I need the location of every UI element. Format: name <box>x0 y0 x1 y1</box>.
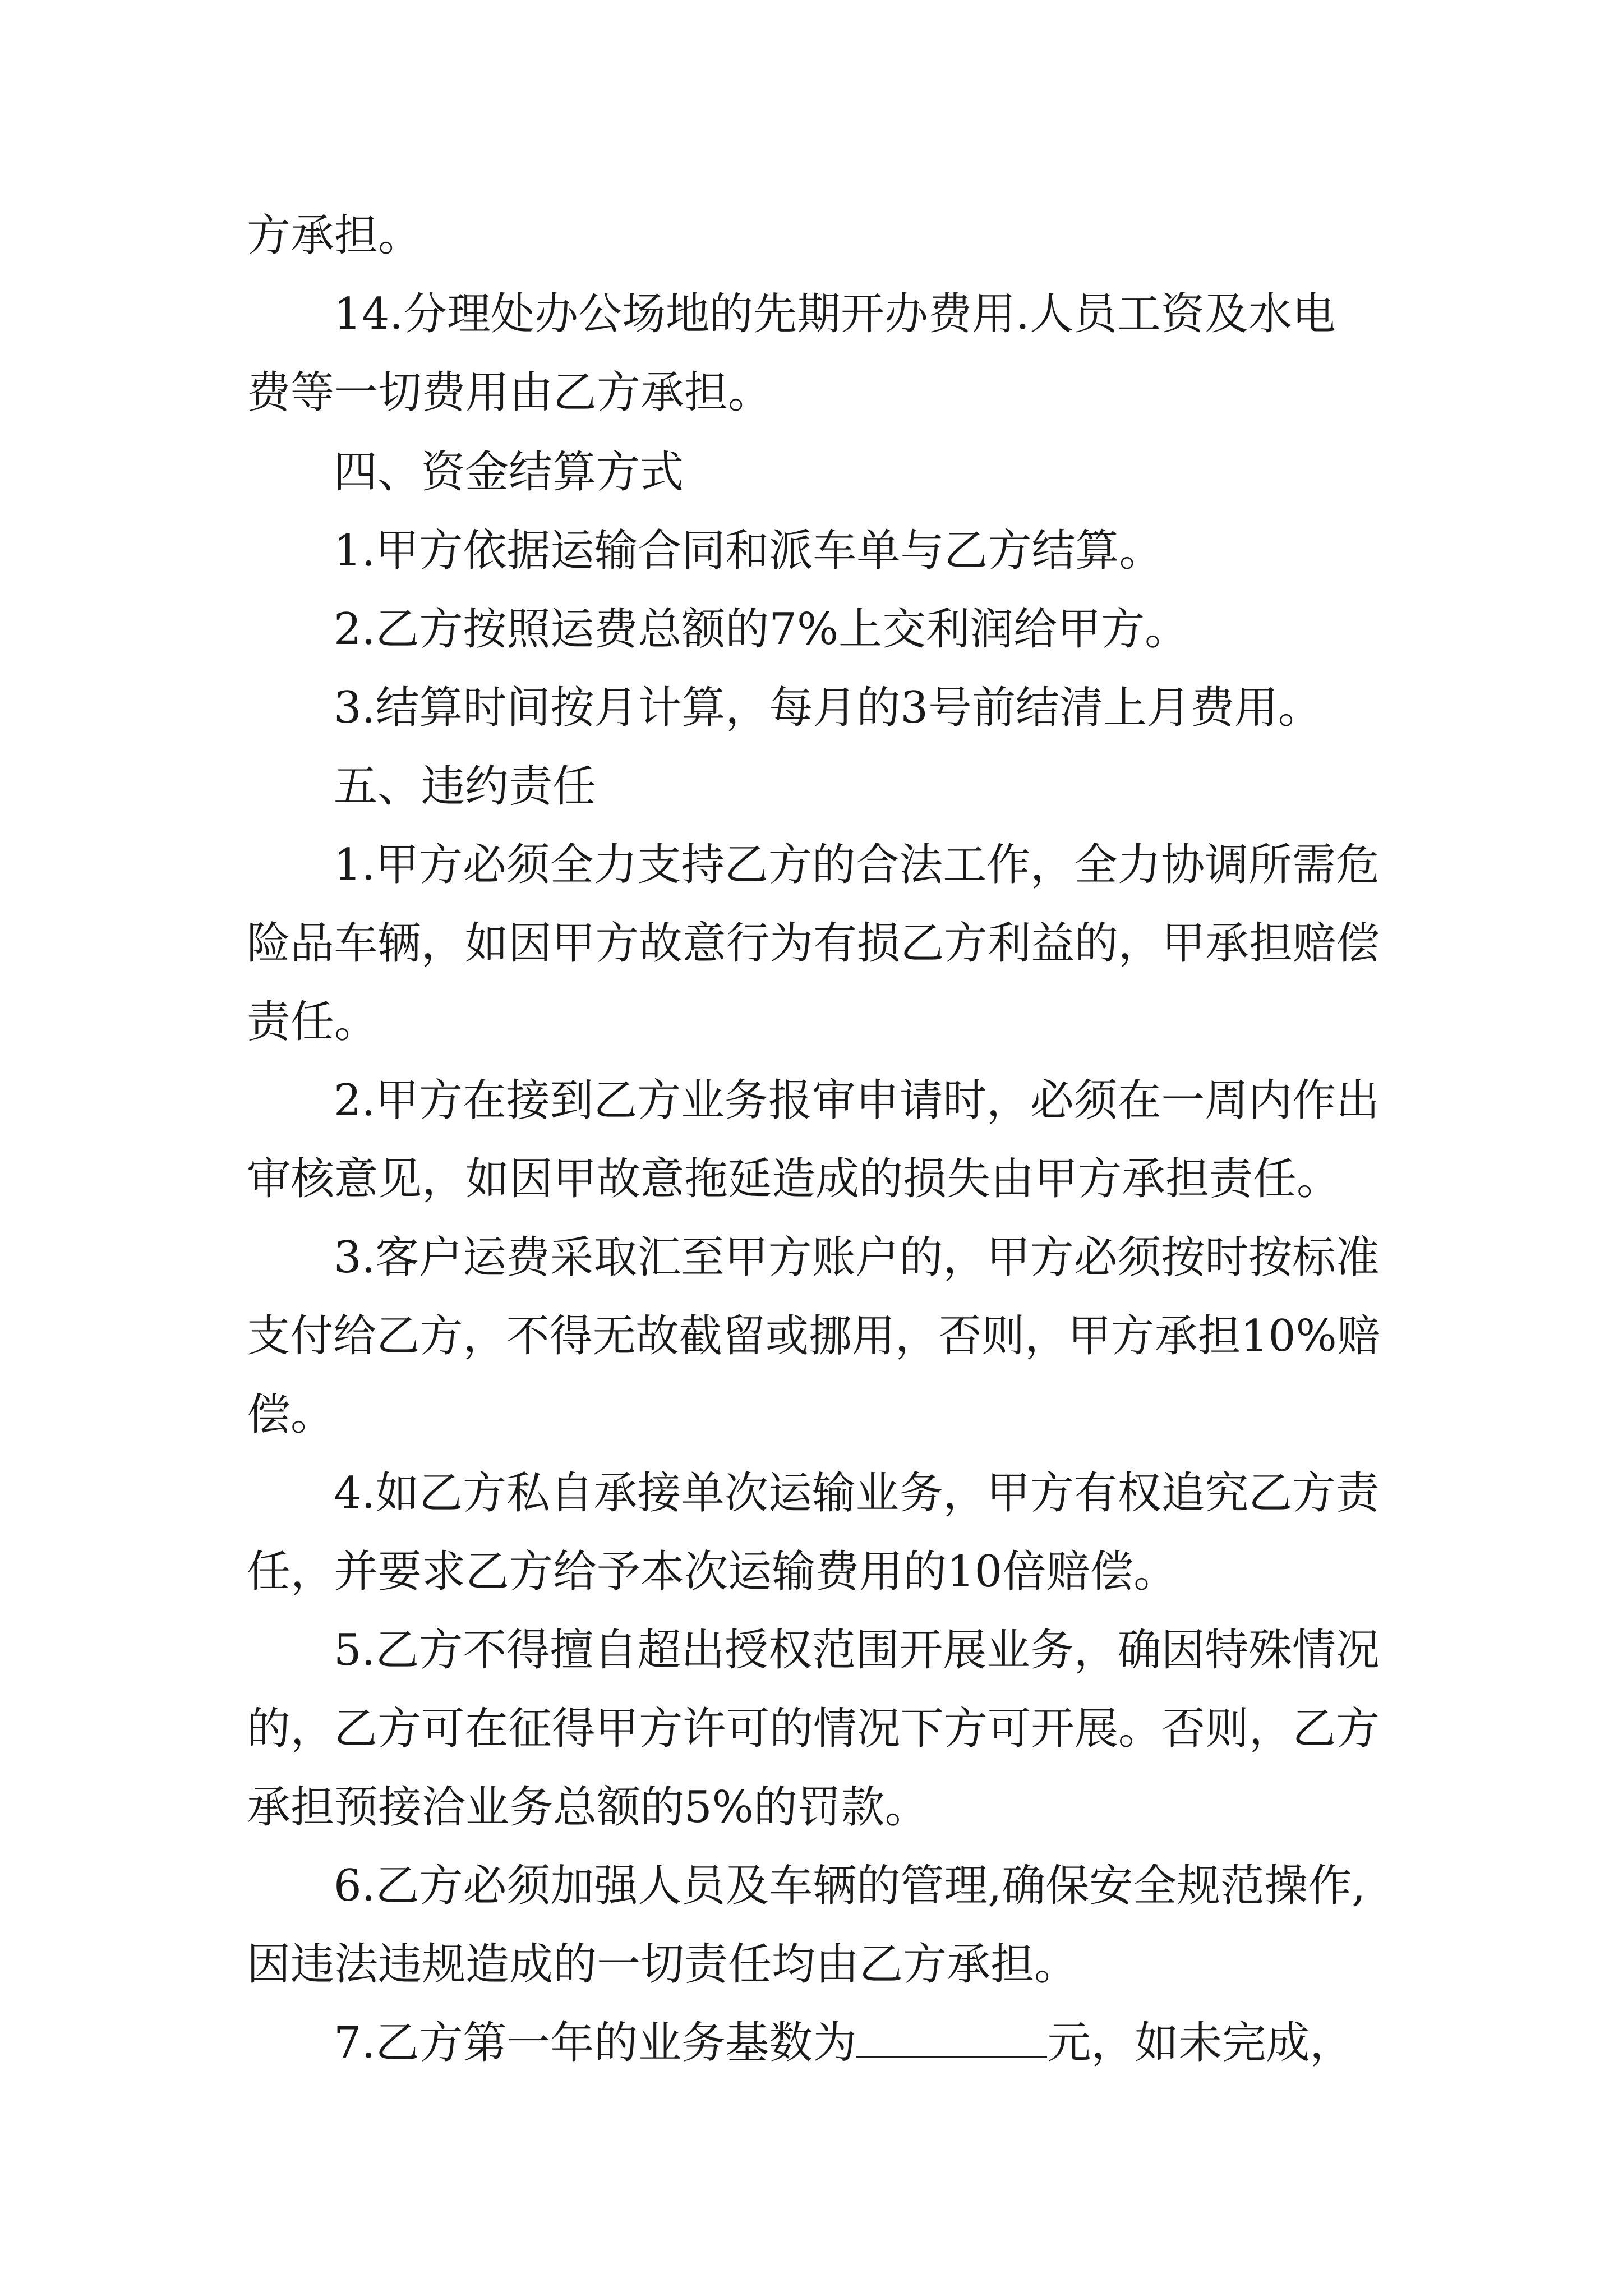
text-line: 5.乙方不得擅自超出授权范围开展业务，确因特殊情况 <box>334 1625 1380 1676</box>
text-line: 费等一切费用由乙方承担。 <box>247 367 772 418</box>
text-line: 的，乙方可在征得甲方许可的情况下方可开展。否则，乙方 <box>247 1704 1380 1754</box>
text-line: 支付给乙方，不得无故截留或挪用，否则，甲方承担10%赔 <box>247 1311 1380 1361</box>
text-line: 6.乙方必须加强人员及车辆的管理,确保安全规范操作, <box>334 1861 1366 1911</box>
section-heading: 四、资金结算方式 <box>334 447 684 498</box>
text-line: 因违法违规造成的一切责任均由乙方承担。 <box>247 1939 1078 1990</box>
text-line: 偿。 <box>247 1389 335 1440</box>
text-line: 14.分理处办公场地的先期开办费用.人员工资及水电 <box>334 289 1336 339</box>
text-line: 审核意见，如因甲故意拖延造成的损失由甲方承担责任。 <box>247 1154 1341 1204</box>
text-line <box>334 2015 1353 2071</box>
text-line: 3.客户运费采取汇至甲方账户的，甲方必须按时按标准 <box>334 1232 1380 1283</box>
text-line: 1.甲方依据运输合同和派车单与乙方结算。 <box>334 526 1163 576</box>
text-line: 险品车辆，如因甲方故意行为有损乙方利益的，甲承担赔偿 <box>247 918 1380 969</box>
fill-in-blank <box>856 2017 1047 2058</box>
text-line: 1.甲方必须全力支持乙方的合法工作，全力协调所需危 <box>334 840 1380 890</box>
text-line: 3.结算时间按月计算，每月的3号前结清上月费用。 <box>334 683 1322 733</box>
text-line: 方承担。 <box>247 210 422 261</box>
text-line: 2.甲方在接到乙方业务报审申请时，必须在一周内作出 <box>334 1075 1380 1126</box>
text-fragment: 元，如未完成， <box>1047 2018 1354 2068</box>
text-line: 任，并要求乙方给予本次运输费用的10倍赔偿。 <box>247 1547 1178 1597</box>
text-line: 承担预接洽业务总额的5%的罚款。 <box>247 1782 929 1833</box>
text-line: 4.如乙方私自承接单次运输业务，甲方有权追究乙方责 <box>334 1468 1380 1519</box>
section-heading: 五、违约责任 <box>334 761 597 812</box>
text-line: 2.乙方按照运费总额的7%上交利润给甲方。 <box>334 604 1189 655</box>
text-fragment: 7.乙方第一年的业务基数为 <box>334 2018 857 2068</box>
text-line: 责任。 <box>247 997 379 1047</box>
